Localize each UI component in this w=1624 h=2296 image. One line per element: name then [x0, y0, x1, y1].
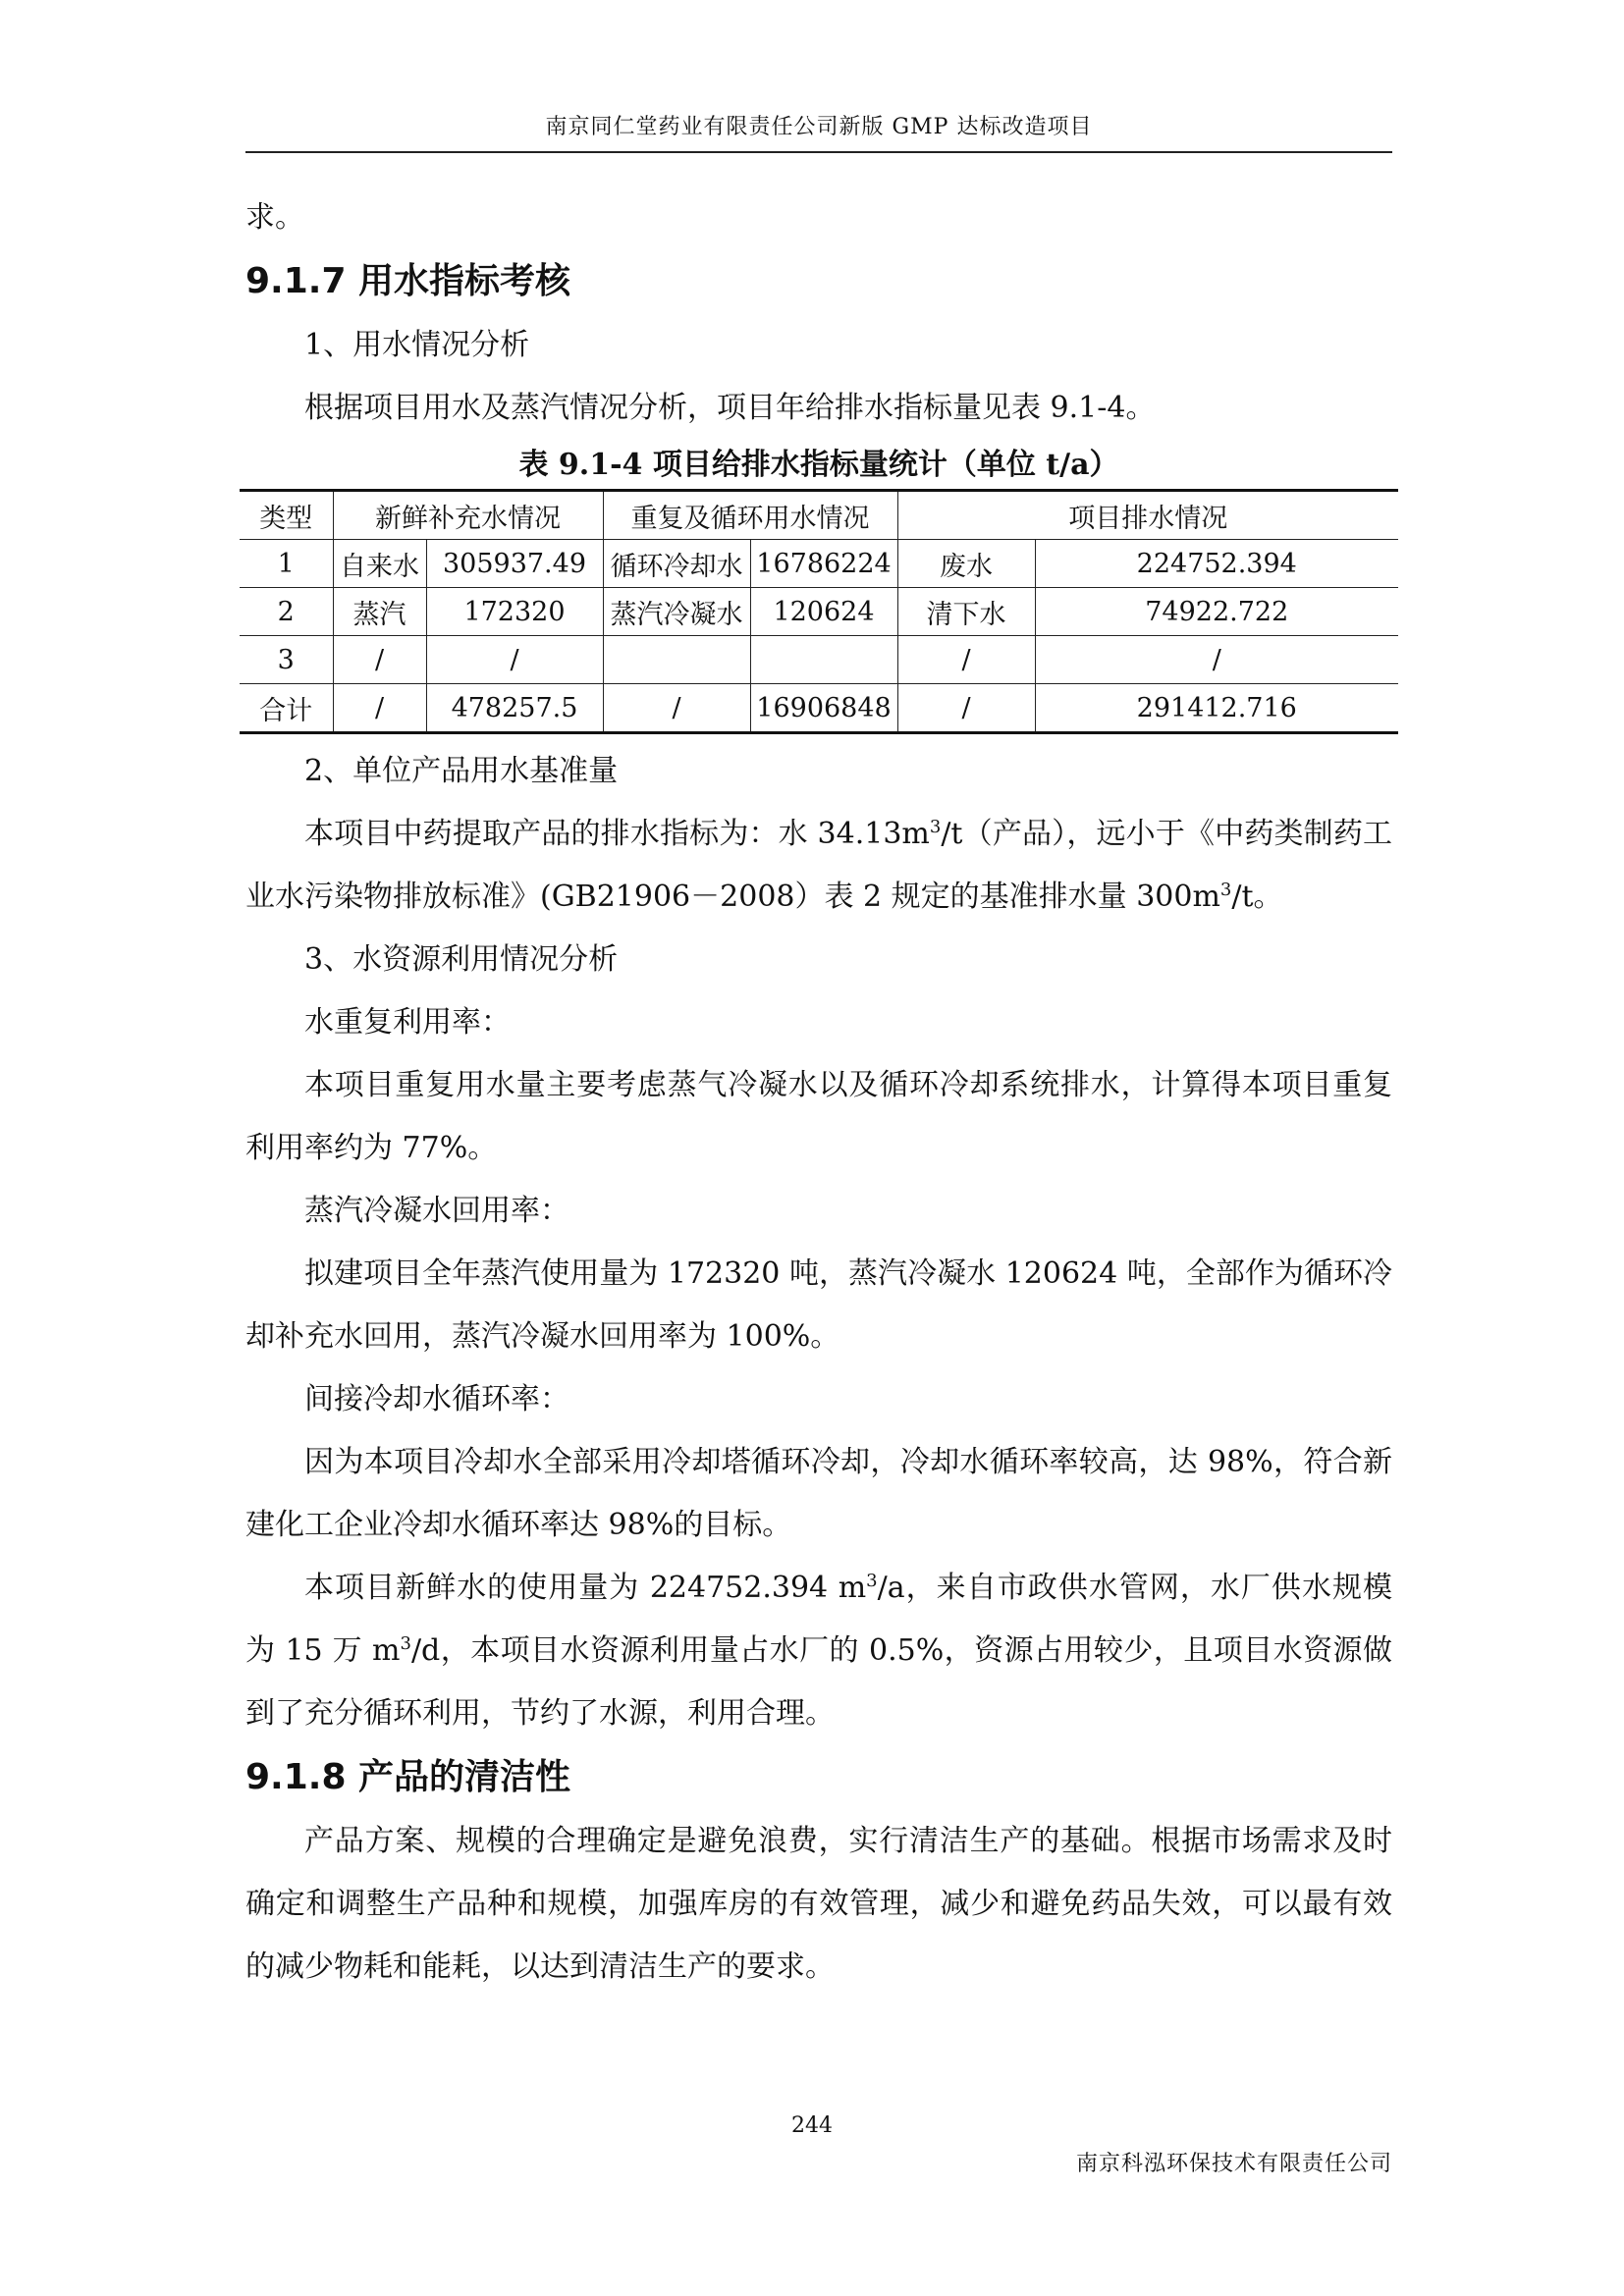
superscript: 3: [400, 1633, 411, 1654]
table-cell: 305937.49: [426, 540, 603, 588]
item-3-title: 3、水资源利用情况分析: [304, 942, 619, 977]
table-cell: 224752.394: [1035, 540, 1398, 588]
table-cell: /: [897, 684, 1035, 733]
table-cell: 蒸汽: [333, 588, 426, 636]
water-index-table: [240, 489, 1398, 734]
fresh-water-paragraph: [245, 1557, 1392, 1745]
benchmark-text-a: 本项目中药提取产品的排水指标为：水 34.13m: [304, 817, 930, 851]
reuse-rate-title: 水重复利用率：: [304, 1005, 511, 1040]
table-cell: 循环冷却水: [603, 540, 750, 588]
table-row: [240, 636, 1398, 684]
table-cell: 478257.5: [426, 684, 603, 733]
reuse-rate-text: 本项目重复用水量主要考虑蒸气冷凝水以及循环冷却系统排水，计算得本项目重复利用率约为 77%。: [245, 1068, 1392, 1165]
table-cell: [603, 636, 750, 684]
product-cleanliness-text: 产品方案、规模的合理确定是避免浪费，实行清洁生产的基础。根据市场需求及时确定和调整生产品种和规模，加强库房的有效管理，减少和避免药品失效，可以最有效的减少物耗和能耗，以达到清洁生产的要求。: [245, 1824, 1392, 1984]
table-cell: 1: [240, 540, 333, 588]
item-2-title: 2、单位产品用水基准量: [304, 754, 619, 788]
section-heading-9-1-8: 9.1.8 产品的清洁性: [245, 1757, 571, 1797]
table-cell: /: [333, 684, 426, 733]
section-heading-9-1-7: 9.1.7 用水指标考核: [245, 261, 571, 301]
page-content: [245, 187, 1392, 1999]
table-cell: 16906848: [750, 684, 897, 733]
page-header: 南京同仁堂药业有限责任公司新版 GMP 达标改造项目: [545, 115, 1093, 139]
header-discharge: 项目排水情况: [897, 491, 1398, 540]
table-cell: 74922.722: [1035, 588, 1398, 636]
table-cell: 清下水: [897, 588, 1035, 636]
superscript: 3: [929, 817, 942, 837]
cooling-rate-title: 间接冷却水循环率：: [304, 1382, 569, 1416]
table-cell: 120624: [750, 588, 897, 636]
cooling-rate-text: 因为本项目冷却水全部采用冷却塔循环冷却，冷却水循环率较高，达 98%，符合新建化工企业冷却水循环率达 98%的目标。: [245, 1445, 1392, 1542]
table-header-row: [240, 491, 1398, 540]
table-cell: 自来水: [333, 540, 426, 588]
table-cell: 蒸汽冷凝水: [603, 588, 750, 636]
item-1-title: 1、用水情况分析: [304, 328, 530, 362]
header-reuse-water: 重复及循环用水情况: [603, 491, 897, 540]
table-row: [240, 588, 1398, 636]
header-fresh-water: 新鲜补充水情况: [333, 491, 603, 540]
table-cell: /: [897, 636, 1035, 684]
benchmark-text-b: /t（产品），远小于《中药类制药工业水污染物排放标准》(GB21906－2008）表 2 规定的基准排水量 300m: [245, 817, 1392, 914]
table-cell: 3: [240, 636, 333, 684]
fresh-text-b: /a，来自市政供水管网，水厂供水规模为 15 万 m: [245, 1571, 1392, 1668]
table-cell: /: [426, 636, 603, 684]
benchmark-paragraph: [245, 803, 1392, 929]
table-cell: /: [603, 684, 750, 733]
fresh-text-c: /d，本项目水资源利用量占水厂的 0.5%，资源占用较少，且项目水资源做到了充分循环利用，节约了水源，利用合理。: [245, 1633, 1392, 1731]
table-cell: [750, 636, 897, 684]
header-rule: [245, 151, 1392, 153]
superscript: 3: [1219, 880, 1232, 900]
benchmark-text-c: /t。: [1231, 880, 1283, 914]
table-cell: 291412.716: [1035, 684, 1398, 733]
superscript: 3: [866, 1571, 878, 1591]
footer-company: 南京科泓环保技术有限责任公司: [1075, 2152, 1392, 2176]
table-total-row: [240, 684, 1398, 733]
page-number: 244: [791, 2113, 833, 2138]
table-cell: 172320: [426, 588, 603, 636]
table-cell: 废水: [897, 540, 1035, 588]
table-cell: /: [1035, 636, 1398, 684]
table-cell: 16786224: [750, 540, 897, 588]
header-type: 类型: [240, 491, 333, 540]
condensate-rate-title: 蒸汽冷凝水回用率：: [304, 1194, 569, 1228]
continuation-text: 求。: [245, 200, 304, 235]
table-cell: 合计: [240, 684, 333, 733]
table-cell: /: [333, 636, 426, 684]
table-intro: 根据项目用水及蒸汽情况分析，项目年给排水指标量见表 9.1-4。: [304, 391, 1156, 425]
condensate-rate-text: 拟建项目全年蒸汽使用量为 172320 吨，蒸汽冷凝水 120624 吨，全部作为循环冷却补充水回用，蒸汽冷凝水回用率为 100%。: [245, 1256, 1392, 1354]
table-cell: 2: [240, 588, 333, 636]
table-caption: 表 9.1-4 项目给排水指标量统计（单位 t/a）: [518, 448, 1119, 482]
fresh-text-a: 本项目新鲜水的使用量为 224752.394 m: [304, 1571, 867, 1605]
table-row: [240, 540, 1398, 588]
